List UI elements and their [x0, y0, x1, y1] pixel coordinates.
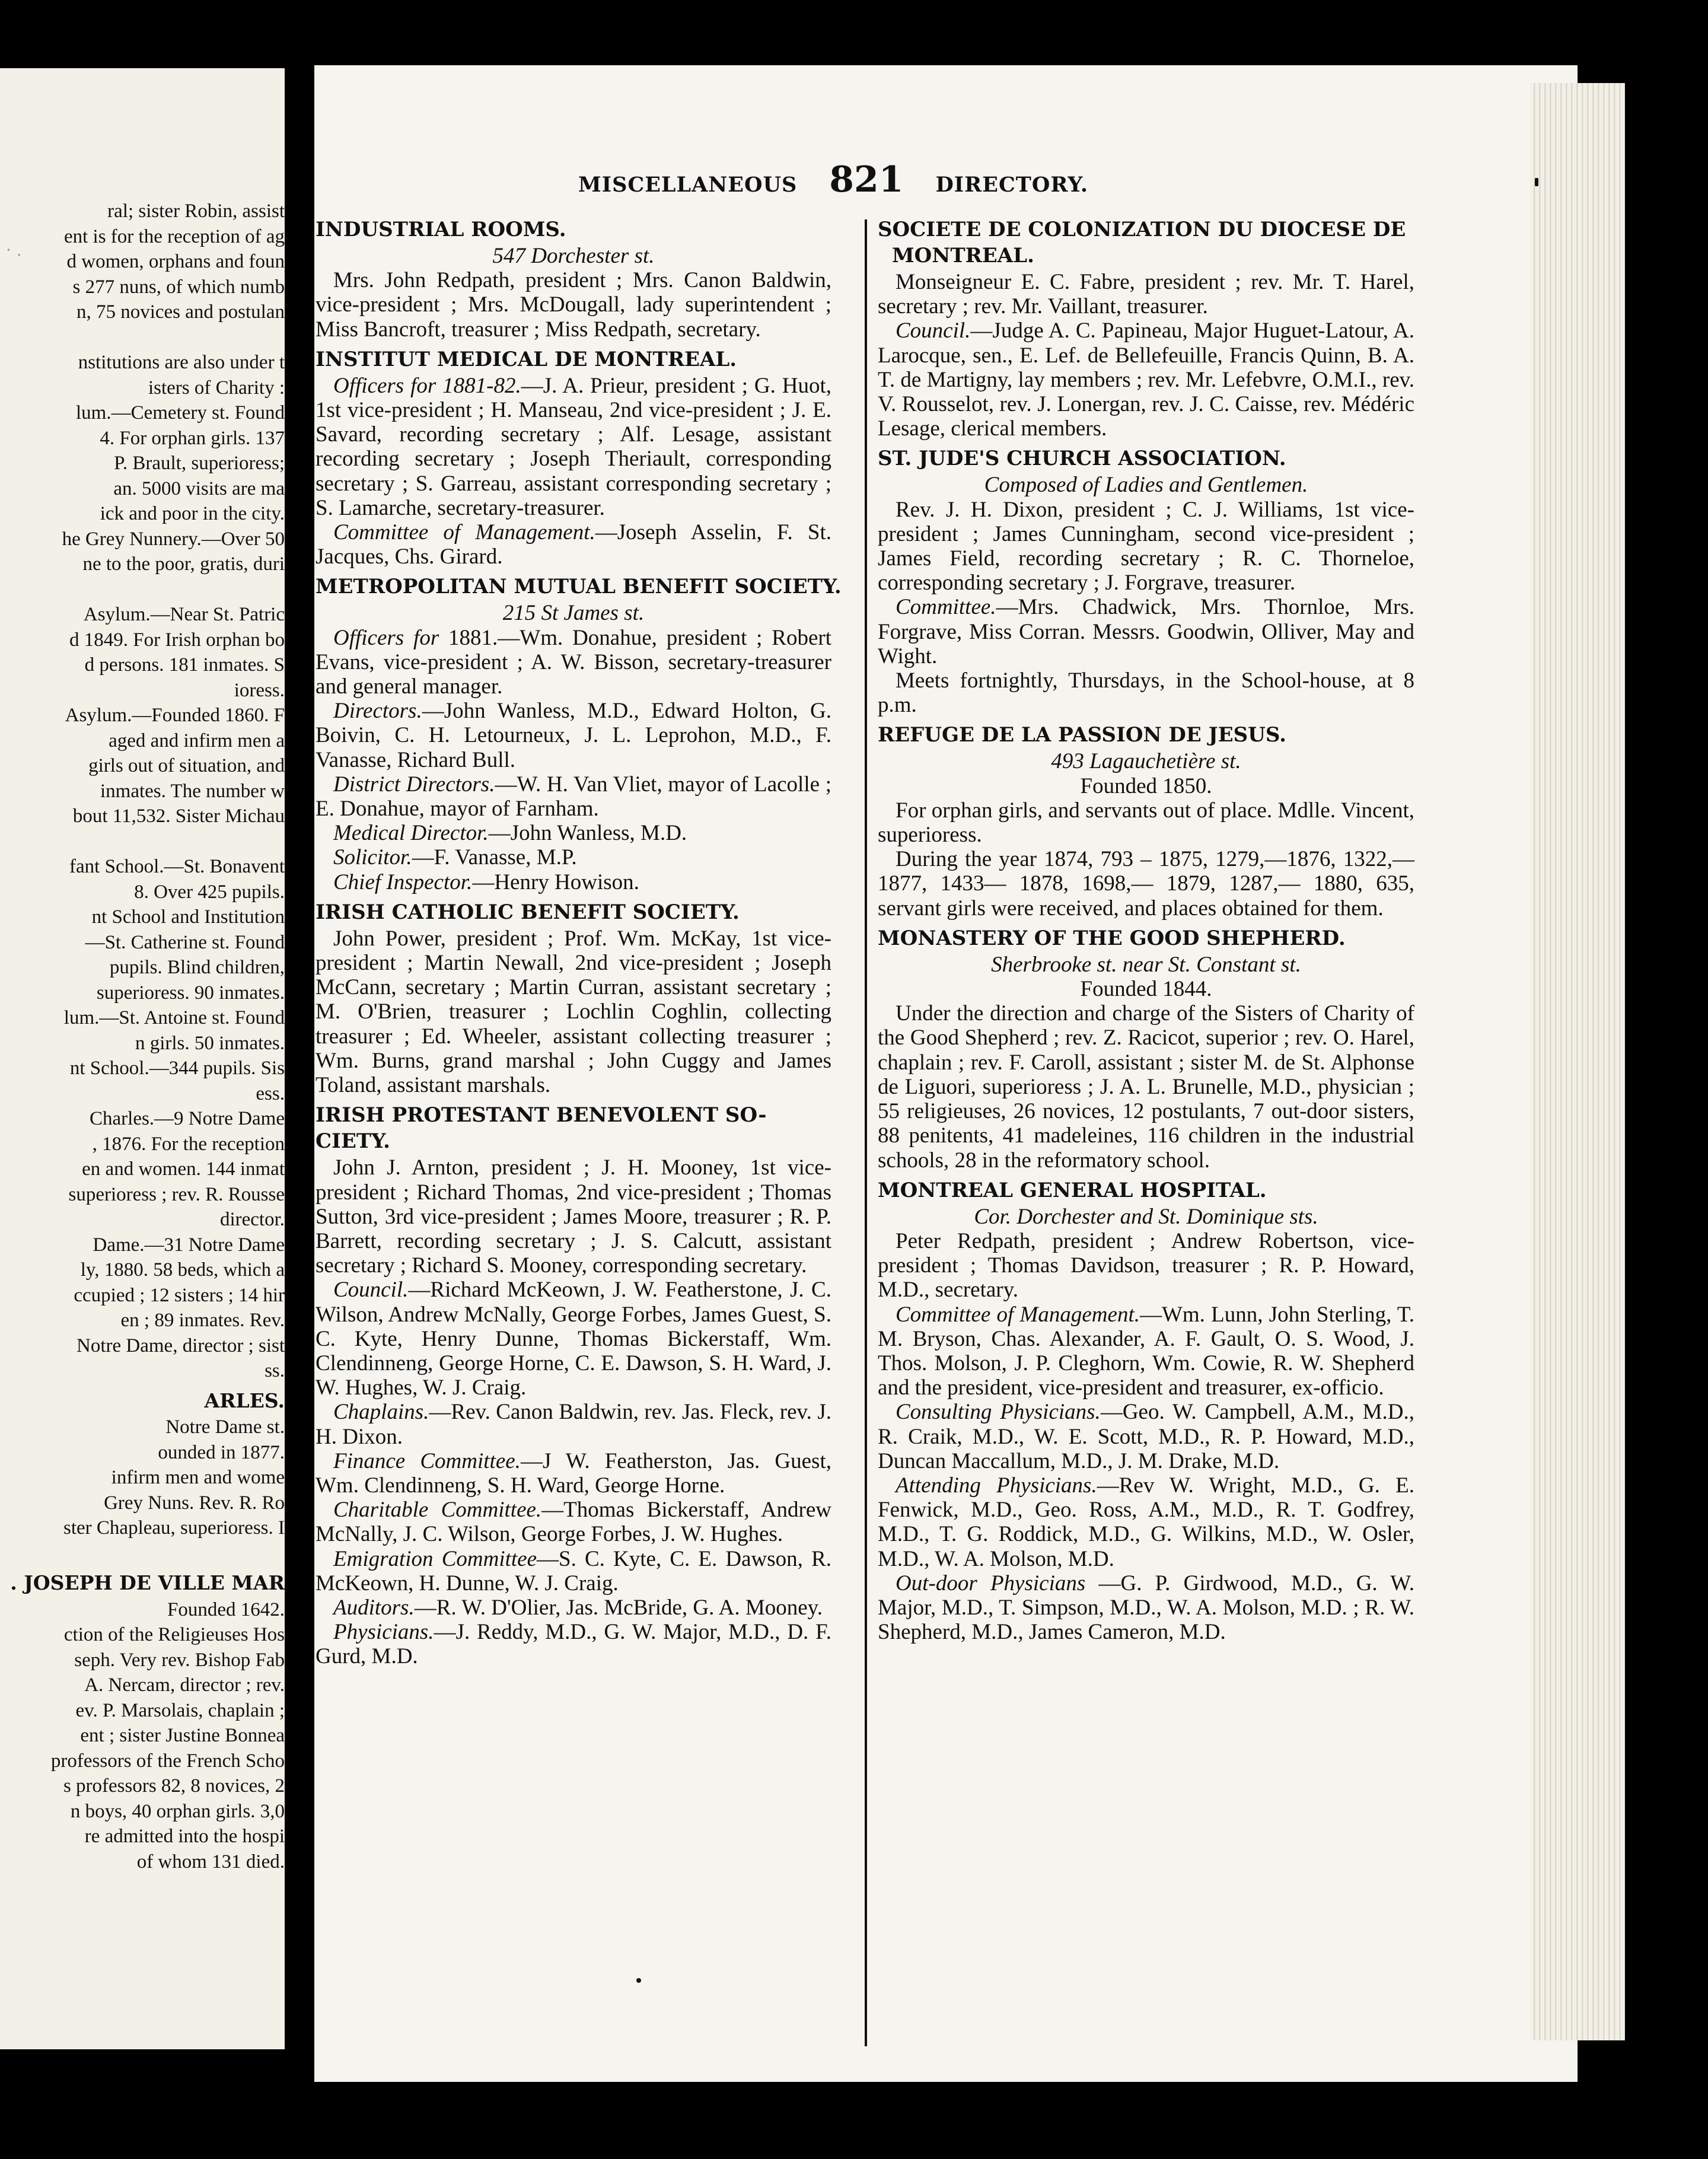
left-page-line: 4. For orphan girls. 137	[100, 427, 285, 449]
consulting-label: Consulting Physicians.	[896, 1400, 1101, 1425]
ink-dot	[636, 1978, 641, 1983]
entry-body: Peter Redpath, president ; Andrew Robertson, vice-president ; Thomas Davidson, treasurer ; R. P. Howard, M.D., secretary.	[878, 1228, 1414, 1303]
entry-emigration	[316, 1547, 831, 1596]
entry-heading-cont: MONTREAL.	[892, 244, 1034, 268]
entry-committee	[878, 1303, 1414, 1400]
left-page-line: Grey Nuns. Rev. R. Ro	[104, 1492, 285, 1514]
committee-text: —Mrs. Chadwick, Mrs. Thornloe, Mrs. Forgrave, Miss Corran. Messrs. Goodwin, Olliver, May and Wight.	[878, 595, 1414, 668]
officers-label: Officers for 1881-82.	[333, 373, 521, 398]
column-left	[316, 216, 842, 1669]
left-page-line: ick and poor in the city.	[100, 503, 285, 524]
page-edges	[1530, 83, 1625, 2040]
left-page-line: nt School.—344 pupils. Sis	[69, 1058, 285, 1079]
entry-address: 547 Dorchester st.	[492, 244, 655, 268]
left-page-line: Dame.—31 Notre Dame	[93, 1234, 285, 1256]
district-label: District Directors.	[333, 772, 495, 797]
entry-monastery	[878, 925, 1414, 1173]
entry-address: 215 St James st.	[502, 601, 645, 626]
council-label: Council.	[896, 319, 971, 343]
left-page-line: en ; 89 inmates. Rev.	[120, 1310, 285, 1331]
left-page-line: d persons. 181 inmates. S	[84, 654, 285, 676]
entry-heading: REFUGE DE LA PASSION DE JESUS.	[878, 723, 1286, 747]
column-divider	[865, 219, 867, 2046]
left-page-line: ster Chapleau, superioress. I	[63, 1517, 285, 1539]
left-page-line: Asylum.—Founded 1860. F	[65, 705, 285, 726]
entry-council	[316, 1278, 831, 1400]
left-page-line: seph. Very rev. Bishop Fab	[74, 1649, 285, 1671]
left-page-line: . JOSEPH DE VILLE MAR	[10, 1571, 285, 1594]
entry-directors	[316, 699, 831, 772]
solicitor-text: —F. Vanasse, M.P.	[412, 845, 577, 870]
entry-chaplains	[316, 1400, 831, 1448]
physicians-text: —J. Reddy, M.D., G. W. Major, M.D., D. F. Gurd, M.D.	[316, 1620, 831, 1669]
left-page-line: Notre Dame st.	[165, 1416, 285, 1438]
entry-meets: Meets fortnightly, Thursdays, in the School-house, at 8 p.m.	[878, 668, 1414, 718]
left-page-line: ent ; sister Justine Bonnea	[80, 1725, 285, 1746]
council-label: Council.	[333, 1278, 409, 1303]
emigration-label: Emigration Committee	[333, 1546, 537, 1571]
left-page-line: Founded 1642.	[167, 1598, 285, 1620]
entry-heading: SOCIETE DE COLONIZATION DU DIOCESE DE	[878, 218, 1406, 241]
entry-officers	[316, 374, 831, 520]
entry-attending	[878, 1473, 1414, 1571]
page-number: 821	[829, 159, 904, 200]
left-page-smudge: · .	[6, 240, 22, 260]
entry-founded: Founded 1850.	[1080, 773, 1212, 798]
entry-body: Mrs. John Redpath, president ; Mrs. Canon Baldwin, vice-president ; Mrs. McDougall, lady superintendent ; Miss Bancroft, treasurer ; Miss Redpath, secretary.	[316, 268, 831, 342]
entry-body-2: During the year 1874, 793 – 1875, 1279,—1876, 1322,— 1877, 1433— 1878, 1698,— 1879, 1287,— 1880, 635, servant girls were received, and places obtained for them.	[878, 847, 1414, 921]
left-page-line: isters of Charity :	[148, 377, 285, 399]
left-page-line: ly, 1880. 58 beds, which a	[80, 1259, 285, 1281]
officers-text: —J. A. Prieur, president ; G. Huot, 1st vice-president ; H. Manseau, 2nd vice-president ; J. E. Savard, recording secretary ; Alf. Lesage, assistant recording secretary ; Joseph Theriault, corresponding secretary ; S. Garreau, assistant corresponding secretary ; S. Lamarche, secretary-treasurer.	[316, 373, 831, 520]
attending-label: Attending Physicians.	[896, 1473, 1097, 1498]
left-page-line: ounded in 1877.	[158, 1441, 285, 1463]
committee-text: —Wm. Lunn, John Sterling, T. M. Bryson, Chas. Alexander, A. F. Gault, O. S. Wood, J. Thos. Molson, J. P. Cleghorn, Wm. Cowie, R. W. Shepherd and the president, vice-president and treasurer, ex-officio.	[878, 1302, 1414, 1400]
left-page-line: ne to the poor, gratis, duri	[82, 553, 285, 575]
left-page-line: —St. Catherine st. Found	[85, 931, 285, 953]
header-left: MISCELLANEOUS	[578, 173, 798, 197]
entry-heading: INDUSTRIAL ROOMS.	[316, 218, 566, 241]
finance-text: —J W. Featherston, Jas. Guest, Wm. Clendinneng, S. H. Ward, George Horne.	[316, 1448, 831, 1498]
ink-dot	[865, 1240, 869, 1244]
entry-body: Under the direction and charge of the Sisters of Charity of the Good Shepherd ; rev. Z. Racicot, superior ; rev. O. Harel, chaplain ; rev. F. Caroll, assistant ; sister M. de St. Alphonse de Liguori, superioress ; J. A. L. Brunelle, M.D., physician ; 55 religieuses, 26 novices, 12 postulants, 7 out-door sisters, 88 penitents, 41 madeleines, 116 children in the industrial schools, 28 in the reformatory school.	[878, 1001, 1414, 1173]
entry-irish-catholic	[316, 899, 831, 1097]
charitable-text: —Thomas Bickerstaff, Andrew McNally, J. C. Wilson, George Forbes, J. W. Hughes.	[316, 1498, 831, 1547]
left-page-text	[0, 199, 285, 1874]
council-text: —Judge A. C. Papineau, Major Huguet-Latour, A. Larocque, sen., E. Lef. de Bellefeuille, Francis Quinn, B. A. T. de Martigny, lay members ; rev. Mr. Lefebvre, O.M.I., rev. V. Rousselot, rev. J. Lonergan, rev. J. C. Caisse, rev. Médéric Lesage, clerical members.	[878, 319, 1414, 441]
outdoor-label: Out-door Physicians	[896, 1571, 1086, 1596]
left-page-line: director.	[219, 1209, 285, 1230]
left-page-line	[0, 1541, 285, 1566]
left-page-line: of whom 131 died.	[136, 1851, 285, 1873]
entry-subtitle: Composed of Ladies and Gentlemen.	[984, 473, 1308, 498]
entry-committee	[878, 595, 1414, 668]
entry-heading: IRISH PROTESTANT BENEVOLENT SO-	[316, 1103, 767, 1128]
entry-address: 493 Lagauchetière st.	[1051, 749, 1241, 774]
council-text: —Richard McKeown, J. W. Featherstone, J. C. Wilson, Andrew McNally, George Forbes, James Guest, S. C. Kyte, Henry Dunne, Thomas Bickerstaff, Wm. Clendinneng, George Horne, C. E. Dawson, S. H. Ward, J. W. Hughes, W. J. Craig.	[316, 1278, 831, 1400]
entry-officers	[316, 626, 831, 699]
left-page-line: Notre Dame, director ; sist	[77, 1335, 285, 1356]
entry-heading: IRISH CATHOLIC BENEFIT SOCIETY.	[316, 900, 740, 924]
entry-heading: MONASTERY OF THE GOOD SHEPHERD.	[878, 926, 1346, 950]
entry-metropolitan	[316, 574, 842, 894]
physicians-label: Physicians.	[333, 1620, 434, 1645]
entry-physicians	[316, 1620, 831, 1668]
entry-heading: MONTREAL GENERAL HOSPITAL.	[878, 1178, 1267, 1202]
left-page-line: professors of the French Scho	[50, 1750, 285, 1772]
ink-mark	[1535, 178, 1538, 186]
left-page-line: s 277 nuns, of which numb	[72, 276, 285, 298]
left-page-line: bout 11,532. Sister Michau	[72, 805, 285, 827]
entry-council	[878, 319, 1414, 441]
entry-district-directors	[316, 772, 831, 821]
solicitor-label: Solicitor.	[333, 845, 412, 870]
committee-label: Committee of Management.	[333, 520, 595, 545]
entry-address: Cor. Dorchester and St. Dominique sts.	[974, 1204, 1318, 1229]
entry-heading-cont: CIETY.	[316, 1129, 390, 1154]
inspector-text: —Henry Howison.	[472, 870, 639, 894]
entry-finance	[316, 1449, 831, 1498]
left-page-line: ral; sister Robin, assist	[107, 200, 285, 222]
attending-text: —Rev W. Wright, M.D., G. E. Fenwick, M.D., Geo. Ross, A.M., M.D., R. T. Godfrey, M.D., T. G. Roddick, M.D., G. Wilkins, M.D., W. Osler, M.D., W. A. Molson, M.D.	[878, 1473, 1414, 1571]
entry-solicitor	[316, 845, 831, 870]
left-page-line: lum.—Cemetery st. Found	[76, 402, 285, 423]
entry-body: John J. Arnton, president ; J. H. Mooney, 1st vice-president ; Richard Thomas, 2nd vice-president ; Thomas Sutton, 3rd vice-president ; James Moore, treasurer ; R. P. Barrett, recording secretary ; J. S. Calcutt, assistant secretary ; Richard S. Mooney, corresponding secretary.	[316, 1155, 831, 1278]
charitable-label: Charitable Committee.	[333, 1498, 542, 1523]
directors-text: —John Wanless, M.D., Edward Holton, G. Boivin, C. H. Letourneux, J. L. Leprohon, M.D., F. Vanasse, Richard Bull.	[316, 699, 831, 772]
left-page-line: girls out of situation, and	[88, 755, 285, 776]
entry-outdoor	[878, 1571, 1414, 1645]
left-partial-page	[0, 68, 285, 2049]
left-page-line: pupils. Blind children,	[109, 957, 285, 978]
left-page-line: d 1849. For Irish orphan bo	[69, 629, 285, 651]
officers-text: 1881.—Wm. Donahue, president ; Robert Evans, vice-president ; A. W. Bisson, secretary-treasurer and general manager.	[316, 625, 831, 699]
left-page-line	[0, 325, 285, 351]
entry-body: Rev. J. H. Dixon, president ; C. J. Williams, 1st vice-president ; James Cunningham, second vice-president ; James Field, recording secretary ; R. C. Thorneloe, corresponding secretary ; J. Forgrave, treasurer.	[878, 497, 1414, 596]
outdoor-text: —G. P. Girdwood, M.D., G. W. Major, M.D., T. Simpson, M.D., W. A. Molson, M.D. ; R. W. Shepherd, M.D., James Cameron, M.D.	[878, 1571, 1414, 1645]
left-page-line: nt School and Institution	[91, 906, 285, 928]
committee-label: Committee of Management.	[896, 1302, 1140, 1327]
medical-label: Medical Director.	[333, 821, 489, 846]
committee-text: —Joseph Asselin, F. St. Jacques, Chs. Girard.	[316, 520, 832, 569]
left-page-line: ss.	[265, 1360, 285, 1381]
left-page-line: A. Nercam, director ; rev.	[84, 1674, 285, 1696]
chaplains-text: —Rev. Canon Baldwin, rev. Jas. Fleck, rev. J. H. Dixon.	[316, 1400, 831, 1449]
entry-address: Sherbrooke st. near St. Constant st.	[991, 952, 1301, 977]
left-page-line: d women, orphans and foun	[66, 251, 285, 272]
auditors-label: Auditors.	[333, 1595, 415, 1620]
left-page-line: inmates. The number w	[100, 780, 285, 802]
district-text: —W. H. Van Vliet, mayor of Lacolle ; E. Donahue, mayor of Farnham.	[316, 772, 831, 821]
left-page-line: en and women. 144 inmat	[82, 1158, 285, 1180]
left-page-line: ARLES.	[204, 1389, 285, 1412]
left-page-line: 8. Over 425 pupils.	[134, 881, 285, 903]
left-page-line: ent is for the reception of ag	[63, 225, 285, 247]
left-page-line	[0, 829, 285, 855]
left-page-line: P. Brault, superioress;	[114, 453, 285, 474]
entry-heading: ST. JUDE'S CHURCH ASSOCIATION.	[878, 447, 1286, 471]
entry-chief-inspector	[316, 870, 831, 894]
entry-consulting	[878, 1400, 1414, 1473]
left-page-line: s professors 82, 8 novices, 2	[63, 1775, 285, 1797]
left-page-line: ioress.	[234, 679, 285, 701]
left-page-line: fant School.—St. Bonavent	[69, 856, 285, 877]
committee-label: Committee.	[896, 595, 996, 620]
entry-st-jude	[878, 445, 1414, 717]
left-page-line: lum.—St. Antoine st. Found	[63, 1007, 285, 1028]
medical-text: —John Wanless, M.D.	[488, 821, 687, 846]
entry-body: For orphan girls, and servants out of place. Mdlle. Vincent, superioress.	[878, 798, 1414, 848]
left-page-line: n, 75 novices and postulan	[76, 301, 285, 323]
left-page-line: superioress ; rev. R. Rousse	[68, 1183, 285, 1205]
page-header	[578, 159, 1088, 200]
entry-committee	[316, 520, 831, 569]
left-page-line: aged and infirm men a	[109, 730, 285, 751]
entry-institut-medical	[316, 346, 831, 569]
inspector-label: Chief Inspector.	[333, 870, 473, 894]
consulting-text: —Geo. W. Campbell, A.M., M.D., R. Craik, M.D., W. E. Scott, M.D., R. P. Howard, M.D., Duncan Maccallum, M.D., J. M. Drake, M.D.	[878, 1400, 1414, 1473]
entry-charitable	[316, 1498, 831, 1546]
left-page-line: n boys, 40 orphan girls. 3,0	[70, 1800, 285, 1822]
left-page-line: ction of the Religieuses Hos	[63, 1624, 285, 1645]
chaplains-label: Chaplains.	[333, 1400, 429, 1425]
left-page-line: superioress. 90 inmates.	[96, 982, 285, 1004]
left-page-line	[0, 577, 285, 603]
emigration-text: —S. C. Kyte, C. E. Dawson, R. McKeown, H. Dunne, W. J. Craig.	[316, 1546, 831, 1596]
entry-irish-protestant	[316, 1102, 831, 1668]
entry-medical-director	[316, 821, 831, 845]
entry-industrial-rooms	[316, 216, 831, 342]
entry-founded: Founded 1844.	[1080, 977, 1212, 1002]
finance-label: Finance Committee.	[333, 1448, 521, 1473]
directors-label: Directors.	[333, 699, 422, 724]
left-page-line: nstitutions are also under t	[78, 352, 285, 373]
header-right: DIRECTORY.	[935, 173, 1088, 197]
entry-refuge	[878, 722, 1414, 920]
left-page-line: Charles.—9 Notre Dame	[90, 1108, 285, 1129]
left-page-line: he Grey Nunnery.—Over 50	[62, 528, 285, 550]
left-page-line: infirm men and wome	[111, 1467, 285, 1488]
entry-auditors	[316, 1596, 831, 1620]
officers-label: Officers for	[333, 625, 439, 650]
entry-heading: METROPOLITAN MUTUAL BENEFIT SOCIETY.	[316, 575, 842, 599]
entry-general-hospital	[878, 1177, 1414, 1645]
left-page-line: ess.	[256, 1082, 285, 1104]
left-page-line: re admitted into the hospi	[84, 1826, 285, 1847]
entry-societe-colonization	[878, 216, 1414, 441]
left-page-line: ccupied ; 12 sisters ; 14 hir	[74, 1284, 285, 1306]
entry-body: John Power, president ; Prof. Wm. McKay, 1st vice-president ; Martin Newall, 2nd vice-president ; Joseph McCann, secretary ; Martin Curran, assistant secretary ; M. O'Brien, treasurer ; Lochlin Coghlin, collecting treasurer ; Ed. Wheeler, assistant collecting treasurer ; Wm. Burns, grand marshal ; John Cuggy and James Toland, assistant marshals.	[316, 926, 831, 1098]
left-page-line: n girls. 50 inmates.	[135, 1032, 285, 1054]
left-page-line: ev. P. Marsolais, chaplain ;	[75, 1699, 285, 1721]
left-page-line: Asylum.—Near St. Patric	[83, 604, 285, 625]
entry-heading: INSTITUT MEDICAL DE MONTREAL.	[316, 347, 737, 371]
column-right	[878, 216, 1414, 1644]
left-page-line: , 1876. For the reception	[92, 1133, 285, 1155]
auditors-text: —R. W. D'Olier, Jas. McBride, G. A. Mooney.	[414, 1595, 823, 1620]
entry-body: Monseigneur E. C. Fabre, president ; rev. Mr. T. Harel, secretary ; rev. Mr. Vaillant, treasurer.	[878, 270, 1414, 319]
left-page-line: an. 5000 visits are ma	[113, 477, 285, 499]
